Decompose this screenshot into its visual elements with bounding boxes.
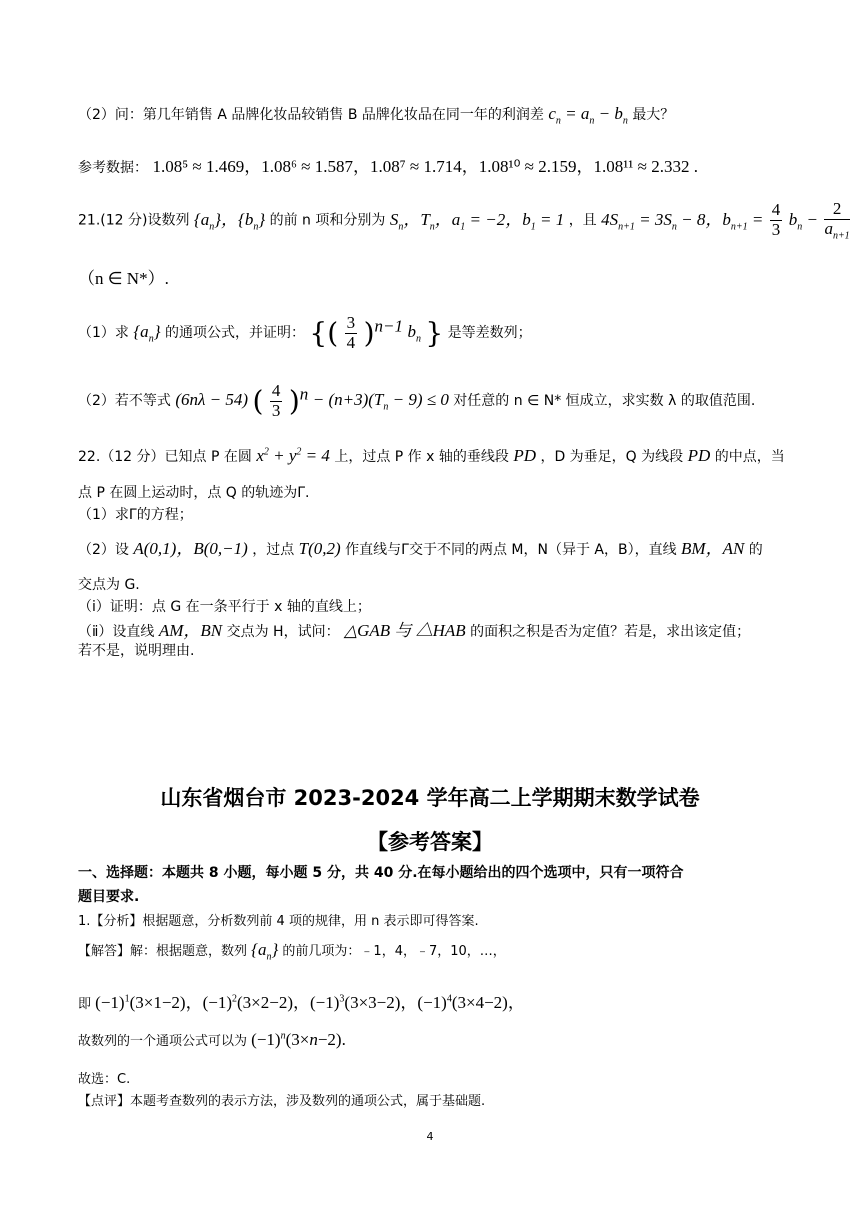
section1-line2: 题目要求. (78, 889, 140, 905)
q22-l4d: 的 (748, 542, 763, 558)
comment: 【点评】本题考查数列的表示方法，涉及数列的通项公式，属于基础题. (78, 1094, 486, 1109)
q22-triangles: △GAB 与 △HAB (344, 621, 466, 640)
q22-line5 (78, 574, 140, 594)
q22-line2 (78, 482, 310, 502)
answer-subtitle: 【参考答案】 (367, 830, 493, 854)
q22-circle: $x^2 + y^2 = 4$ (256, 446, 330, 465)
q22-l7b: 交点为 H，试问： (226, 624, 340, 640)
answer-title: 山东省烟台市 2023-2024 学年高二上学期期末数学试卷 (160, 786, 700, 810)
q22-l8: 若不是，说明理由. (78, 643, 195, 659)
q22-l6: （ⅰ）证明：点 G 在一条平行于 x 轴的直线上； (78, 599, 371, 615)
q21-ineq-b: − $(n+3)(T_n - 9) \le 0$ (312, 390, 449, 413)
q22-l7a: （ⅱ）设直线 (78, 624, 155, 640)
q22-l1d: 的中点，当 (714, 449, 785, 465)
q21-frac-2-an1: $\frac{2}{a_{n+1}}$ (824, 199, 850, 242)
q21-part2 (78, 382, 755, 420)
q22-point-t: T(0,2) (298, 539, 341, 558)
q21-exp: n−1 (374, 316, 403, 336)
q21-p2-end: 对任意的 n ∈ N* 恒成立，求实数 λ 的取值范围. (453, 393, 756, 410)
q21-exp-n: n (299, 384, 309, 404)
q22-l4c: 作直线与Γ交于不同的两点 M，N（异于 A，B），直线 (345, 542, 677, 558)
general-term-line (78, 1030, 346, 1050)
q21-p1-text: （1）求 (78, 325, 129, 342)
q22-l1: 22.（12 分）已知点 P 在圆 (78, 449, 252, 465)
q21-p1-end: 是等差数列； (447, 325, 532, 342)
q22-line6 (78, 596, 371, 616)
q22-l1b: 上，过点 P 作 x 轴的垂线段 (334, 449, 509, 465)
q20-part2-end: 最大？ (632, 107, 675, 123)
q22-l7c: 的面积之积是否为定值？若是，求出该定值； (470, 624, 751, 640)
q22-line3 (78, 504, 193, 524)
q22-l3: （1）求Γ的方程； (78, 507, 193, 523)
q20-profit-diff-formula: $c_n = a_n - b_n$ (548, 104, 628, 127)
q20-part2-text: （2）问：第几年销售 A 品牌化妆品较销售 B 品牌化妆品在同一年的利润差 (78, 107, 544, 123)
q22-l4a: （2）设 (78, 542, 129, 558)
q22-line1 (78, 446, 785, 466)
q22-l5: 交点为 G. (78, 577, 140, 593)
q21-paren-r2: ) (288, 384, 300, 418)
q22-l2: 点 P 在圆上运动时，点 Q 的轨迹为Γ. (78, 485, 310, 501)
q22-points-ab: A(0,1)，B(0,−1) (133, 539, 248, 558)
page-number: 4 (426, 1130, 434, 1143)
analysis: 1.【分析】根据题意，分析数列前 4 项的规律，用 n 表示即可得答案. (78, 914, 479, 929)
q21-sequences: $\{a_n\}$，$\{b_n\}$ (193, 209, 266, 232)
q20-ref-label: 参考数据： (78, 160, 148, 176)
q22-pd: PD (513, 446, 536, 465)
q21-ineq-a: (6nλ − 54) (175, 390, 249, 410)
q21-head-mid: 的前 n 项和分别为 (269, 212, 386, 229)
q21-head-cond: ，且 (568, 212, 597, 229)
ji-terms: $(-1)^1(3\times 1-2)$，$(-1)^2(3\times 2-2)$，$(-1)^3(3\times 3-2)$，$(-1)^4(3\times 4-2)$， (95, 993, 525, 1012)
q21-paren-right: ) (363, 316, 375, 350)
solve-line (78, 940, 506, 962)
q21-head (78, 200, 852, 241)
solve-an: $\{a_n\}$ (251, 940, 279, 963)
q21-an-set: $\{a_n\}$ (133, 322, 161, 345)
q20-part2 (78, 104, 674, 126)
q22-line7 (78, 616, 750, 641)
solve-b: 的前几项为：﹣1，4，﹣7，10，…， (282, 944, 506, 959)
q21-frac-4-3b: $\frac{4}{3}$ (271, 381, 281, 420)
q21-n-cond-text: （n ∈ N*）. (78, 269, 169, 288)
q20-ref-values: 1.08⁵ ≈ 1.469，1.08⁶ ≈ 1.587，1.08⁷ ≈ 1.714，1.08¹⁰ ≈ 2.159，1.08¹¹ ≈ 2.332 . (152, 157, 698, 176)
q21-frac-3-4: $\frac{3}{4}$ (346, 313, 356, 352)
q21-part1 (78, 314, 532, 352)
q22-l1c: ，D 为垂足，Q 为线段 (540, 449, 684, 465)
q22-line8 (78, 640, 194, 660)
general-formula: $(-1)^n(3\times n-2)$. (251, 1030, 346, 1049)
q21-brace-right: } (425, 316, 444, 350)
section1-line1: 一、选择题：本题共 8 小题，每小题 5 分，共 40 分.在每小题给出的四个选项中，只有一项符合 (78, 865, 684, 881)
q22-line4 (78, 534, 763, 559)
choice: 故选：C. (78, 1072, 131, 1087)
q21-p1-mid: 的通项公式，并证明： (164, 325, 305, 342)
q22-lines-bm-an: BM，AN (681, 539, 745, 558)
q21-bn: $b_n$ − (788, 209, 818, 232)
solve-a: 【解答】解：根据题意，数列 (78, 944, 248, 959)
q21-paren-l2: ( (252, 384, 264, 418)
q21-sums: $S_n$，$T_n$，$a_1 = -2$，$b_1 = 1$ (389, 209, 565, 232)
q22-pd2: PD (687, 446, 711, 465)
ji-line (78, 988, 525, 1013)
q21-head-text: 21.(12 分)设数列 (78, 212, 190, 229)
q21-brace-left: {( (309, 316, 339, 350)
q22-lines-am-bn: AM，BN (158, 621, 223, 640)
q21-n-condition (78, 264, 169, 289)
q21-recurrence: $4S_{n+1} = 3S_n - 8$，$b_{n+1}$ = (601, 209, 764, 232)
q21-frac-4-3: $\frac{4}{3}$ (771, 200, 781, 240)
q21-bn2: $b_n$ (407, 322, 421, 345)
q22-l4b: ，过点 (252, 542, 295, 558)
general-a: 故数列的一个通项公式可以为 (78, 1034, 248, 1049)
q21-p2-text: （2）若不等式 (78, 393, 171, 410)
q20-reference-data (78, 152, 698, 177)
ji-label: 即 (78, 997, 92, 1012)
